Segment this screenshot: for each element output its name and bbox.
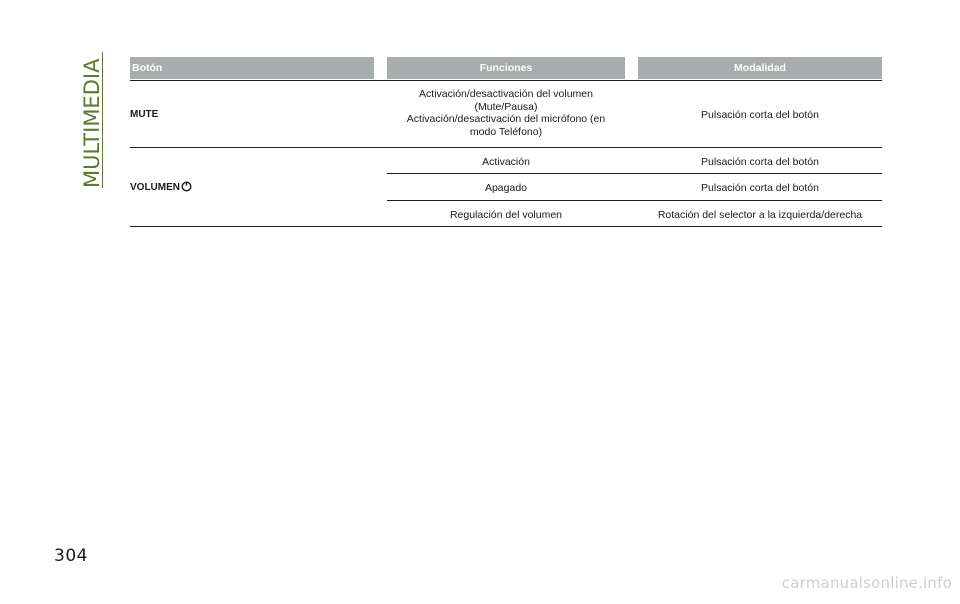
watermark-url: carmanualsonline.info (781, 574, 952, 592)
function-volume-off: Apagado (484, 182, 528, 194)
mode-volume-off: Pulsación corta del botón (701, 182, 819, 194)
function-volume-adjust: Regulación del volumen (449, 209, 563, 221)
header-mode: Modalidad (638, 57, 882, 79)
function-mute: Activación/desactivación del volumen (Mute/Pausa) Activación/desactivación del micrófono (en modo Teléfono) (406, 88, 606, 138)
mode-volume-adjust: Rotación del selector a la izquierda/derecha (657, 209, 863, 221)
mode-mute: Pulsación corta del botón (701, 109, 819, 121)
sub-row-rule (387, 200, 882, 201)
page-number: 304 (54, 546, 88, 566)
section-title-text: MULTIMEDIA (80, 58, 104, 188)
header-rule (130, 80, 882, 81)
table-bottom-rule (130, 226, 882, 227)
section-title-rule (102, 52, 103, 188)
button-label-volume: VOLUMEN (130, 181, 192, 197)
button-label-mute: MUTE (130, 109, 159, 120)
sub-row-rule (387, 173, 882, 174)
row-rule (130, 147, 882, 148)
header-functions: Funciones (387, 57, 625, 79)
mode-volume-on: Pulsación corta del botón (701, 156, 819, 168)
function-volume-on: Activación (482, 156, 530, 168)
header-button: Botón (130, 57, 374, 79)
knob-icon (181, 181, 192, 197)
